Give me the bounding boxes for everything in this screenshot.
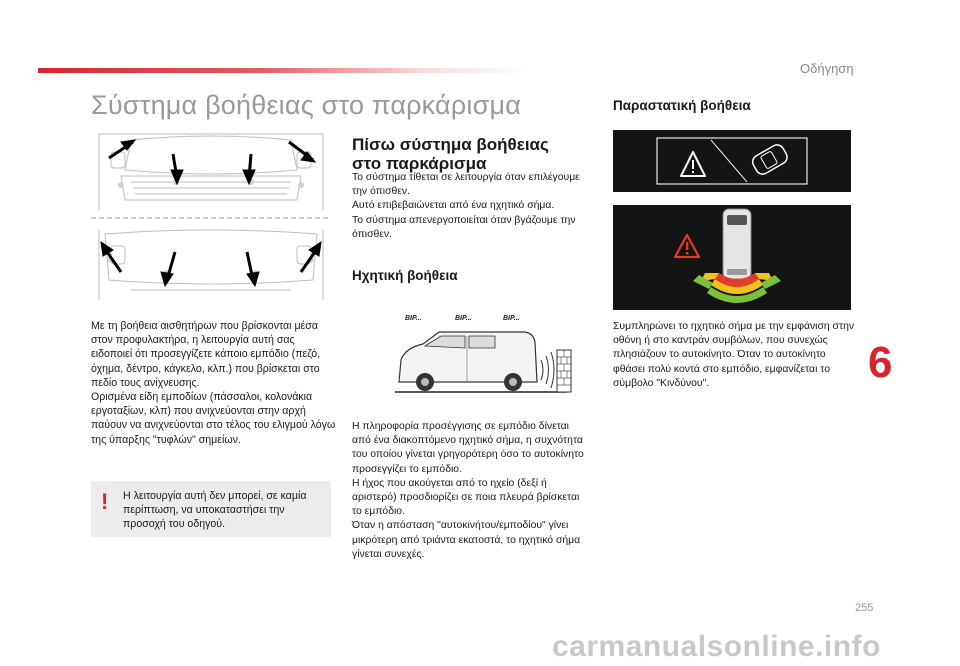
warning-text: Η λειτουργία αυτή δεν μπορεί, σε καμία περίπτωση, να υποκαταστήσει την προσοχή του οδηγού. [123, 490, 307, 531]
bip-label: BIP... [503, 315, 520, 322]
intro-paragraph: Με τη βοήθεια αισθητήρων που βρίσκονται μέσα στον προφυλακτήρα, η λειτουργία αυτή σας ειδοποιεί ότι προσεγγίζετε κάποιο εμπόδιο (πεζό, όχημα, δέντρο, κάγκελο, κλπ.) που βρίσκεται στο πεδίο τους ανίχνευσης. [91, 320, 321, 389]
warning-box [91, 481, 331, 537]
visual-assist-heading: Παραστατική βοήθεια [613, 98, 751, 113]
page-title: Σύστημα βοήθειας στο παρκάρισμα [91, 90, 522, 120]
rear-assist-line: Αυτό επιβεβαιώνεται από ένα ηχητικό σήμα. [352, 200, 555, 212]
page-number: 255 [855, 602, 874, 614]
visual-assist-text: Συμπληρώνει το ηχητικό σήμα με την εμφάνιση στην οθόνη ή στο καντράν συμβόλων, που συνεχώς πλησιάζουν το αυτοκίνητο. Όταν το αυτοκίνητο φθάσει πολύ κοντά στο εμπόδιο, εμφανίζεται το σύμβολο "Κινδύνου". [613, 321, 855, 389]
audio-assist-line: Η πληροφορία προσέγγισης σε εμπόδιο δίνεται από ένα διακοπτόμενο ηχητικό σήμα, η συχνότητα του οποίου γίνεται γρηγορότερη όσο το αυτοκίνητο προσεγγίζει το εμπόδιο. [352, 421, 584, 475]
audio-assist-heading: Ηχητική βοήθεια [352, 268, 458, 283]
van-top-view-icon [723, 209, 751, 279]
section-label: Οδήγηση [800, 61, 854, 76]
bip-label: BIP... [455, 315, 472, 322]
intro-text-block [91, 319, 336, 447]
rear-assist-text [352, 171, 582, 242]
audio-assist-line: Η ήχος που ακούγεται από το ηχείο (δεξί ή αριστερό) προσδιορίζει σε ποια πλευρά βρίσκεται το εμπόδιο. [352, 477, 580, 518]
proximity-zones-screen [613, 205, 851, 310]
exclamation-icon: ! [101, 489, 109, 514]
audio-assist-line: Όταν η απόσταση "αυτοκινήτου/εμποδίου" γίνει μικρότερη από τριάντα εκατοστά, το ηχητικό σήμα γίνεται συνεχές. [352, 520, 581, 560]
display-warning-screen [613, 130, 851, 192]
header-accent-bar [38, 68, 528, 73]
van-reversing-illustration [395, 310, 575, 400]
rear-assist-heading: Πίσω σύστημα βοήθειας στο παρκάρισμα [352, 135, 549, 173]
bip-label: BIP... [405, 315, 422, 322]
watermark: carmanualsonline.info [552, 630, 881, 663]
chapter-number: 6 [868, 338, 893, 387]
audio-assist-text [352, 420, 587, 562]
rear-assist-line: Το σύστημα τίθεται σε λειτουργία όταν επιλέγουμε την όπισθεν. [352, 172, 580, 198]
blind-spot-paragraph: Ορισμένα είδη εμποδίων (πάσσαλοι, κολονάκια εργοταξίων, κλπ) που ανιχνεύονται στην αρχή παύουν να ανιχνεύονται στο τέλος του ελιγμού λόγω της ύπαρξης "τυφλών" σημείων. [91, 391, 336, 446]
rear-assist-line: Το σύστημα απενεργοποιείται όταν βγάζουμε την όπισθεν. [352, 214, 576, 240]
bumper-sensors-illustration [91, 130, 331, 305]
